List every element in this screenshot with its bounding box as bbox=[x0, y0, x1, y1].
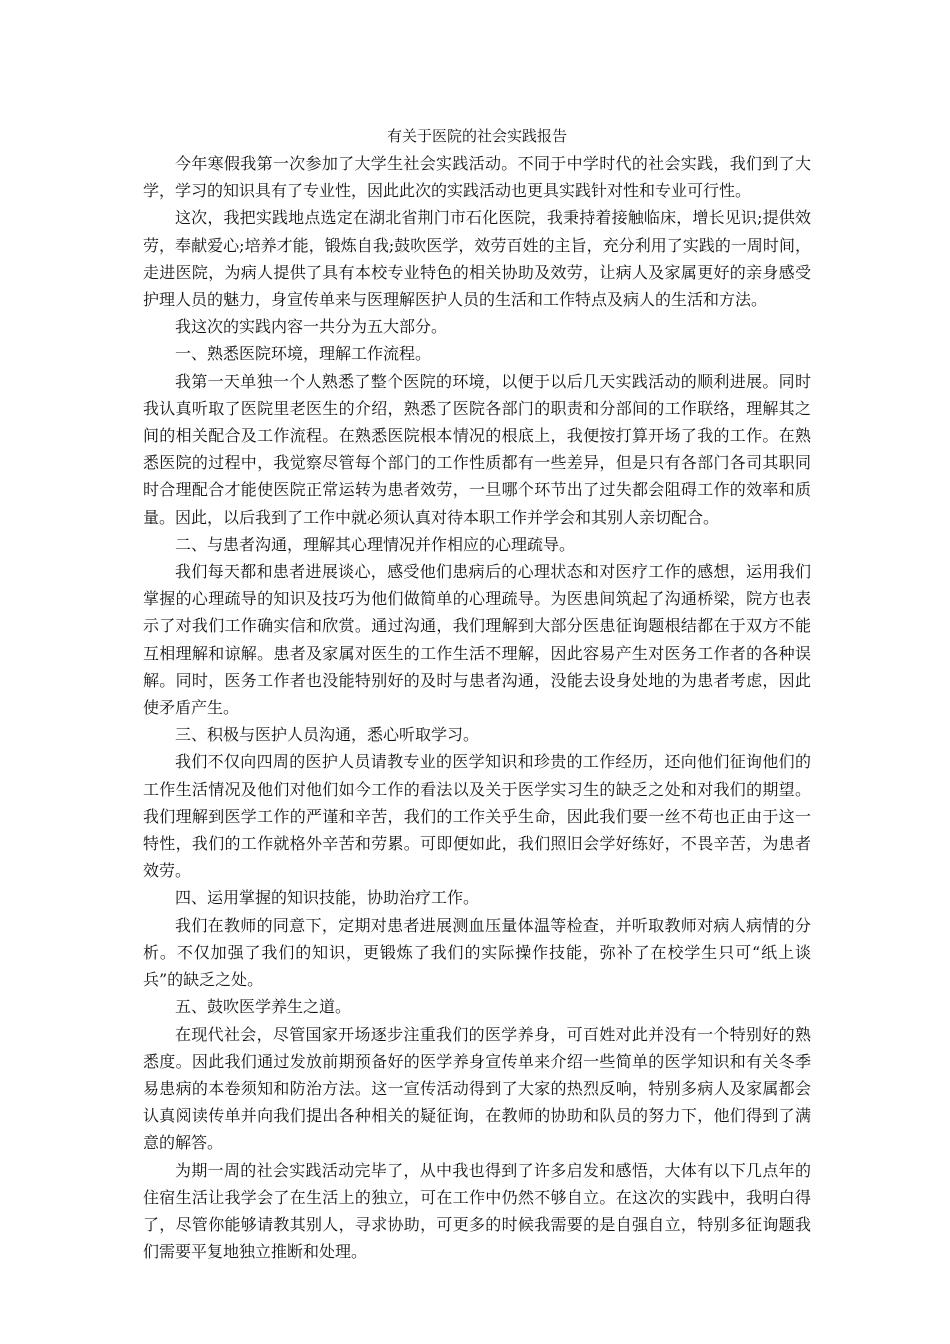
document-title: 有关于医院的社会实践报告 bbox=[386, 127, 567, 145]
section-heading-4: 四、运用掌握的知识技能，协助治疗工作。 bbox=[175, 888, 480, 908]
paragraph-location: 这次，我把实践地点选定在湖北省荆门市石化医院，我秉持着接触临床，增长见识;提供效劳，奉献爱心;培养才能，锻炼自我;鼓吹医学，效劳百姓的主旨，充分利用了实践的一周时间，走进医院，为病人提供了具有本校专业特色的相关协助及效劳，让病人及家属更好的亲身感受护理人员的魅力，身宣传单来与医理解医护人员的生活和工作特点及病人的生活和方法。 bbox=[143, 208, 811, 310]
paragraph-conclusion: 为期一周的社会实践活动完毕了，从中我也得到了许多启发和感悟，大体有以下几点年的住宿生活让我学会了在生活上的独立，可在工作中仍然不够自立。在这次的实践中，我明白得了，尽管你能够请教其别人，寻求协助，可更多的时候我需要的是自强自立，特别多征询题我们需要平复地独立推断和处理。 bbox=[143, 1160, 811, 1262]
section-heading-3: 三、积极与医护人员沟通，悉心听取学习。 bbox=[175, 725, 480, 745]
paragraph-section-1: 我第一天单独一个人熟悉了整个医院的环境，以便于以后几天实践活动的顺利进展。同时我认真听取了医院里老医生的介绍，熟悉了医院各部门的职责和分部间的工作联络，理解其之间的相关配合及工作流程。在熟悉医院根本情况的根底上，我便按打算开场了我的工作。在熟悉医院的过程中，我觉察尽管每个部门的工作性质都有一些差异，但是只有各部门各司其职同时合理配合才能使医院正常运转为患者效劳，一旦哪个环节出了过失都会阻碍工作的效率和质量。因此，以后我到了工作中就必须认真对待本职工作并学会和其别人亲切配合。 bbox=[143, 371, 811, 527]
paragraph-section-2: 我们每天都和患者进展谈心，感受他们患病后的心理状态和对医疗工作的感想，运用我们掌握的心理疏导的知识及技巧为他们做简单的心理疏导。为医患间筑起了沟通桥梁，院方也表示了对我们工作确实信和欣赏。通过沟通，我们理解到大部分医患征询题根结都在于双方不能互相理解和谅解。患者及家属对医生的工作生活不理解，因此容易产生对医务工作者的各种误解。同时，医务工作者也没能特别好的及时与患者沟通，没能去设身处地的为患者考虑，因此使矛盾产生。 bbox=[143, 562, 811, 718]
paragraph-section-4: 我们在教师的同意下，定期对患者进展测血压量体温等检查，并听取教师对病人病情的分析。不仅加强了我们的知识，更锻炼了我们的实际操作技能，弥补了在校学生只可“纸上谈兵”的缺乏之处。 bbox=[143, 915, 811, 990]
section-heading-1: 一、熟悉医院环境，理解工作流程。 bbox=[175, 344, 432, 364]
paragraph-section-5: 在现代社会，尽管国家开场逐步注重我们的医学养身，可百姓对此并没有一个特别好的熟悉度。因此我们通过发放前期预备好的医学养身宣传单来介绍一些简单的医学知识和有关冬季易患病的本卷须知和防治方法。这一宣传活动得到了大家的热烈反响，特别多病人及家属都会认真阅读传单并向我们提出各种相关的疑征询，在教师的协助和队员的努力下，他们得到了满意的解答。 bbox=[143, 1024, 811, 1153]
paragraph-overview: 我这次的实践内容一共分为五大部分。 bbox=[175, 317, 448, 337]
section-heading-5: 五、鼓吹医学养生之道。 bbox=[175, 997, 352, 1017]
paragraph-intro: 今年寒假我第一次参加了大学生社会实践活动。不同于中学时代的社会实践，我们到了大学，学习的知识具有了专业性，因此此次的实践活动也更具实践针对性和专业可行性。 bbox=[143, 154, 811, 201]
section-heading-2: 二、与患者沟通，理解其心理情况并作相应的心理疏导。 bbox=[175, 534, 576, 554]
document-page bbox=[143, 122, 811, 1265]
paragraph-section-3: 我们不仅向四周的医护人员请教专业的医学知识和珍贵的工作经历，还向他们征询他们的工作生活情况及他们对他们如今工作的看法以及关于医学实习生的缺乏之处和对我们的期望。我们理解到医学工作的严谨和辛苦，我们的工作关乎生命，因此我们要一丝不苟也正由于这一特性，我们的工作就格外辛苦和劳累。可即便如此，我们照旧会学好练好，不畏辛苦，为患者效劳。 bbox=[143, 752, 811, 881]
